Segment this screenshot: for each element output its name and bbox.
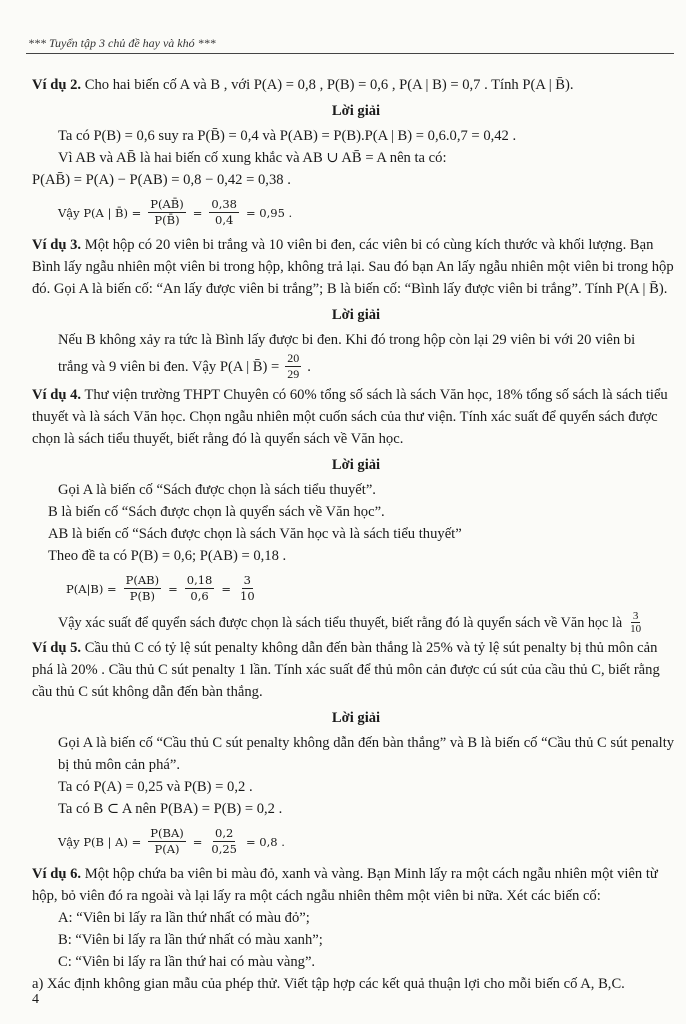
example-4 (32, 384, 680, 635)
solution-line: Ta có B ⊂ A nên P(BA) = P(B) = 0,2 . (58, 801, 283, 817)
formula-lhs: Vậy P(A | B̄) = (58, 205, 142, 220)
solution-line: AB là biến cố “Sách được chọn là sách Văn học và là sách tiểu thuyết” (48, 526, 462, 542)
solution-heading: Lời giải (331, 307, 381, 323)
equals: = (192, 834, 203, 849)
fraction-num: 20 (287, 351, 300, 365)
equals: = (168, 581, 178, 596)
example-3 (32, 234, 680, 382)
example-title: Ví dụ 2. (32, 77, 82, 93)
formula-result: = 0,8 . (245, 834, 285, 849)
example-title: Ví dụ 5. (32, 640, 82, 656)
solution-text: Vậy xác suất để quyển sách được chọn là sách tiểu thuyết, biết rằng đó là quyển sách về Văn học là (58, 614, 623, 631)
example-text: Cầu thủ C có tỷ lệ sút penalty không dẫn đến bàn thắng là 25% và tỷ lệ sút penalty bị thủ môn cản phá là 20% . Cầu thủ C sút penalty 1 lần. Tính xác suất để thủ môn cản được cú sút của cầu thủ C, biết rằng cầu thủ C sút không dẫn đến bàn thắng. (32, 640, 660, 700)
fraction-num: P(BA) (150, 826, 184, 840)
page-body (32, 60, 680, 995)
fraction (148, 197, 185, 228)
formula-result: = 0,95 . (245, 205, 293, 220)
example-5 (32, 637, 680, 857)
solution-line: P(AB̄) = P(A) − P(AB) = 0,8 − 0,42 = 0,38 . (32, 172, 291, 188)
solution-line (32, 610, 680, 635)
fraction-den: 10 (630, 623, 642, 635)
fraction-den: 10 (240, 589, 255, 603)
example-title: Ví dụ 4. (32, 387, 82, 403)
fraction-den: P(B̄) (154, 213, 180, 227)
example-title: Ví dụ 3. (32, 237, 82, 253)
fraction-num: P(AB̄) (150, 197, 184, 211)
formula (32, 197, 680, 228)
solution-heading: Lời giải (331, 103, 381, 119)
solution-line: Ta có P(B) = 0,6 suy ra P(B̄) = 0,4 và P(AB) = P(B).P(A | B) = 0,6.0,7 = 0,42 . (58, 128, 517, 144)
fraction-den: 0,4 (215, 213, 234, 227)
solution-line: Vì AB và AB̄ là hai biến cố xung khắc và AB ∪ AB̄ = A nên ta có: (58, 150, 447, 166)
solution-line (32, 351, 680, 382)
fraction-den: 0,6 (190, 589, 209, 603)
solution-line: Gọi A là biến cố “Sách được chọn là sách tiểu thuyết”. (58, 482, 376, 498)
solution-heading: Lời giải (331, 457, 381, 473)
solution-heading: Lời giải (331, 710, 381, 726)
fraction-den: 0,25 (211, 842, 237, 856)
period: . (307, 358, 311, 375)
example-2 (32, 74, 680, 228)
event-c: C: “Viên bi lấy ra lần thứ hai có màu vàng”. (58, 954, 316, 970)
header-rule (26, 53, 674, 54)
fraction-num: 3 (243, 573, 251, 587)
solution-line: B là biến cố “Sách được chọn là quyển sách về Văn học”. (48, 504, 385, 520)
fraction-num: 0,2 (215, 826, 234, 840)
fraction (209, 826, 239, 857)
fraction-num: 0,18 (186, 573, 213, 587)
formula (32, 826, 680, 857)
formula (66, 573, 680, 604)
formula-lhs: Vậy P(B | A) = (58, 834, 142, 849)
event-a: A: “Viên bi lấy ra lần thứ nhất có màu đỏ”; (58, 910, 310, 926)
fraction (185, 573, 215, 604)
solution-line: Nếu B không xảy ra tức là Bình lấy được bi đen. Khi đó trong hộp còn lại 29 viên bi với 20 viên bi (58, 332, 636, 348)
example-text: Một hộp có 20 viên bi trắng và 10 viên bi đen, các viên bi có cùng kích thước và khối lượng. Bạn Bình lấy ngẫu nhiên một viên bi trong hộp, không trả lại. Sau đó bạn An lấy ngẫu nhiên một viên bi trong hộp đó. Gọi A là biến cố: “An lấy được viên bi trắng”; B là biến cố: “Bình lấy được viên bi trắng”. Tính P(A | B̄). (32, 237, 674, 297)
solution-line: Theo đề ta có P(B) = 0,6; P(AB) = 0,18 . (48, 548, 287, 564)
solution-line: Ta có P(A) = 0,25 và P(B) = 0,2 . (58, 779, 253, 795)
fraction (628, 610, 643, 635)
example-6 (32, 863, 680, 995)
example-text: Cho hai biến cố A và B , với P(A) = 0,8 , P(B) = 0,6 , P(A | B) = 0,7 . Tính P(A | B̄). (84, 77, 574, 93)
example-title: Ví dụ 6. (32, 866, 82, 882)
example-text: Một hộp chứa ba viên bi màu đỏ, xanh và vàng. Bạn Minh lấy ra một cách ngẫu nhiên một viên từ hộp, bỏ viên đó ra ngoài và lại lấy ra một cách ngẫu nhiên thêm một viên bi nữa. Xét các biến cố: (32, 866, 658, 904)
formula-lhs: P(A|B) = (66, 581, 117, 596)
event-b: B: “Viên bi lấy ra lần thứ nhất có màu xanh”; (58, 932, 323, 948)
fraction-den: P(A) (154, 842, 180, 856)
question-a: a) Xác định không gian mẫu của phép thử. Viết tập hợp các kết quả thuận lợi cho mỗi biến cố A, B,C. (32, 976, 625, 992)
fraction (124, 573, 161, 604)
solution-line: Gọi A là biến cố “Cầu thủ C sút penalty không dẫn đến bàn thắng” và B là biến cố “Cầu thủ C sút penalty bị thủ môn cản phá”. (58, 735, 675, 773)
fraction (238, 573, 257, 604)
page-number: 4 (32, 992, 39, 1007)
fraction (148, 826, 185, 857)
fraction (209, 197, 239, 228)
fraction-den: 29 (287, 367, 300, 381)
equals: = (192, 205, 203, 220)
fraction-num: 0,38 (211, 197, 237, 211)
example-text: Thư viện trường THPT Chuyên có 60% tổng số sách là sách Văn học, 18% tổng số sách là sách tiểu thuyết và là sách Văn học. Chọn ngẫu nhiên một cuốn sách của thư viện. Tính xác suất để quyển sách được chọn là sách tiểu thuyết, biết rằng đó là quyển sách về Văn học. (32, 387, 668, 447)
equals: = (221, 581, 231, 596)
fraction (285, 351, 301, 382)
fraction-num: 3 (632, 610, 639, 622)
running-header: *** Tuyển tập 3 chủ đề hay và khó *** (28, 36, 216, 50)
fraction-num: P(AB) (125, 573, 160, 587)
solution-text: trắng và 9 viên bi đen. Vậy P(A | B̄) = (58, 358, 280, 375)
fraction-den: P(B) (129, 589, 155, 603)
